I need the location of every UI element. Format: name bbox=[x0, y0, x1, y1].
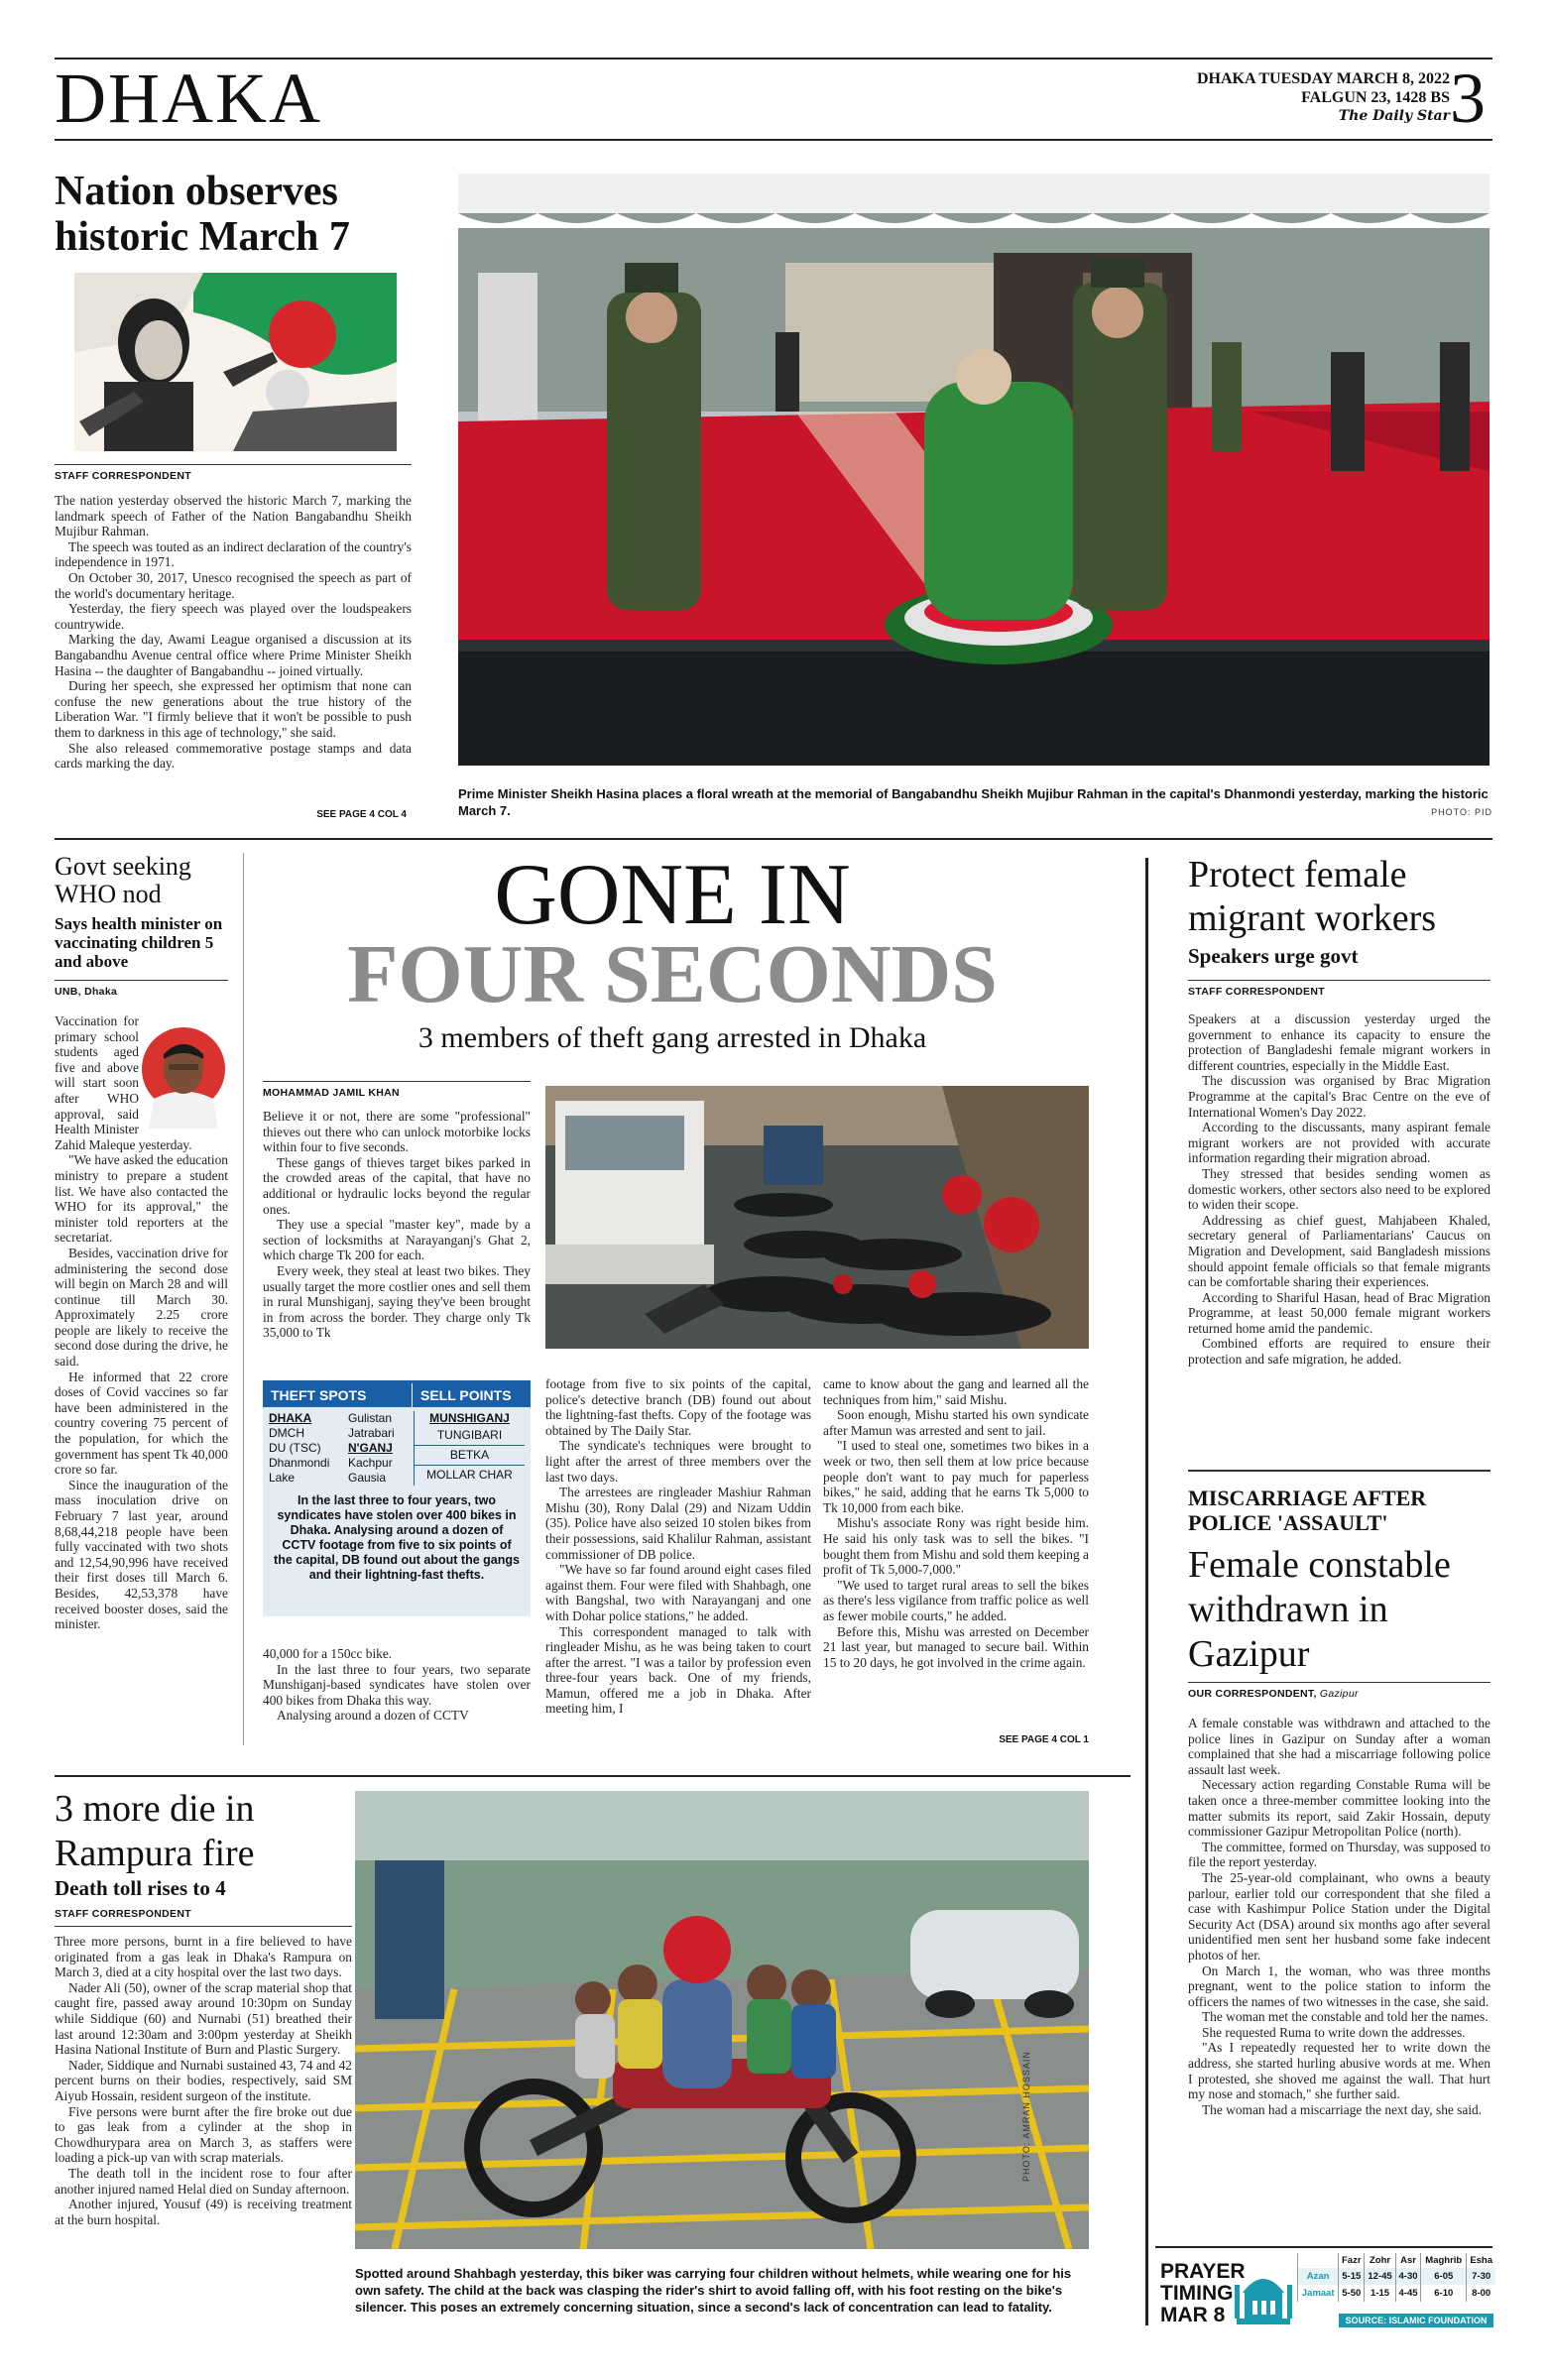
gone-headline-line1: GONE IN bbox=[494, 847, 851, 943]
prayer-row-label: Azan bbox=[1298, 2268, 1339, 2285]
paragraph: Mishu's associate Rony was right beside him. He said his only task was to sell the bikes. "I bought them from Mishu and sold them keeping a profit of Tk 5,000-7,000." bbox=[823, 1515, 1089, 1578]
paragraph: A female constable was withdrawn and attached to the police lines in Gazipur on Sunday after a woman complained that she had a miscarriage following police assault last week. bbox=[1188, 1716, 1490, 1777]
gone-subhead: 3 members of theft gang arrested in Dhaka bbox=[417, 1021, 927, 1054]
paragraph: She requested Ruma to write down the addresses. bbox=[1202, 2024, 1466, 2040]
paragraph: Nader, Siddique and Nurnabi sustained 43, 74 and 42 percent burns on their bodies, respectively, said SM Aiyub Hossain, resident surgeon of the institute. bbox=[55, 2057, 352, 2103]
prayer-title-2: TIMING bbox=[1160, 2282, 1234, 2305]
migrant-byline: STAFF CORRESPONDENT bbox=[1188, 986, 1325, 998]
prayer-time-cell: 5-50 bbox=[1339, 2285, 1365, 2302]
gone-headline-line2: FOUR SECONDS bbox=[347, 928, 998, 1020]
paragraph: According to the discussants, many aspirant female migrant workers are not provided with accurate information regarding their migration abroad. bbox=[1188, 1120, 1490, 1166]
nganj-label: N'GANJ bbox=[348, 1441, 393, 1455]
paragraph: He informed that 22 crore doses of Covid vaccines so far have been administered in the country covering 75 percent of the population, for which the government has spent Tk 40,000 crore so far. bbox=[55, 1368, 228, 1478]
paragraph: Speakers at a discussion yesterday urged the government to enhance its capacity to ensure the protection of Bangladeshi female migrant workers in different countries, especially in the Middle East. bbox=[1188, 1012, 1490, 1073]
migrant-subhead: Speakers urge govt bbox=[1188, 944, 1359, 968]
paragraph: This correspondent managed to talk with ringleader Mishu, as he was being taken to court after the arrest. "I was a tailor by profession even three-four years back. One of my friends, Mamun, offered me a job in Dhaka. After meeting him, I bbox=[545, 1623, 811, 1717]
prayer-time-cell: 6-10 bbox=[1421, 2285, 1467, 2302]
paragraph: The discussion was organised by Brac Migration Programme at the capital's Brac Centre on the eve of International Women's Day 2022. bbox=[1188, 1073, 1490, 1120]
paragraph: She also released commemorative postage stamps and data cards marking the day. bbox=[55, 740, 412, 772]
constable-kicker: MISCARRIAGE AFTER POLICE 'ASSAULT' bbox=[1188, 1486, 1427, 1535]
children-on-bike-photo bbox=[355, 1791, 1089, 2249]
nganj-spot-2: Gausia bbox=[348, 1471, 387, 1485]
bangla-date: FALGUN 23, 1428 BS bbox=[1301, 89, 1450, 106]
prayer-row-label: Jamaat bbox=[1298, 2285, 1339, 2302]
prayer-header-cell bbox=[1298, 2253, 1339, 2268]
paragraph: Believe it or not, there are some "professional" thieves out there who can unlock motorbike locks within four to five seconds. bbox=[263, 1109, 531, 1155]
paragraph: footage from five to six points of the capital, police's detective branch (DB) found out about the lightning-fast thefts. Copy of the footage was obtained by The Daily Star. bbox=[545, 1376, 811, 1438]
gone-see-page: SEE PAGE 4 COL 1 bbox=[999, 1734, 1089, 1745]
constable-body bbox=[1188, 1716, 1490, 2117]
sell-point-2: BETKA bbox=[415, 1446, 525, 1466]
prayer-source: SOURCE: ISLAMIC FOUNDATION bbox=[1339, 2314, 1493, 2327]
prayer-table bbox=[1297, 2253, 1495, 2302]
paragraph: Besides, vaccination drive for administering the second dose will begin on March 28 and will continue till March 30. Approximately 2.25 crore people are likely to receive the second dose during the drive, he said. bbox=[55, 1245, 228, 1369]
paragraph: Before this, Mishu was arrested on December 21 last year, but managed to secure bail. Within 15 to 20 days, he got involved in the crime again. bbox=[823, 1623, 1089, 1670]
sell-point-1: TUNGIBARI bbox=[415, 1426, 525, 1446]
paragraph: Three more persons, burnt in a fire believed to have originated from a gas leak in Dhaka's Rampura on March 3, died at a city hospital over the last two days. bbox=[55, 1934, 352, 1980]
paragraph: The committee, formed on Thursday, was supposed to file the report yesterday. bbox=[1188, 1839, 1490, 1870]
dhaka-spot-1: DMCH bbox=[269, 1426, 304, 1440]
munshiganj-label: MUNSHIGANJ bbox=[429, 1411, 510, 1425]
prayer-time-cell: 12-45 bbox=[1365, 2268, 1396, 2285]
gone-col2 bbox=[545, 1376, 811, 1717]
page-number: 3 bbox=[1450, 59, 1486, 138]
section-title: DHAKA bbox=[55, 59, 322, 138]
prayer-time-cell: 6-05 bbox=[1421, 2268, 1467, 2285]
prayer-date: MAR 8 bbox=[1160, 2304, 1226, 2326]
paragraph: "We have asked the education ministry to prepare a student list. We have also contacted the WHO for its approval," the minister told reporters at the secretariat. bbox=[55, 1152, 228, 1246]
gone-byline: MOHAMMAD JAMIL KHAN bbox=[263, 1087, 400, 1099]
paragraph: "We have so far found around eight cases filed against them. Four were filed with Shahbagh, one with Bangshal, two with Narayanganj and one with Dohar police stations," he added. bbox=[545, 1562, 811, 1623]
prayer-header-cell: Fazr bbox=[1339, 2253, 1365, 2268]
theft-spots-box bbox=[263, 1380, 531, 1616]
theft-spots-title: THEFT SPOTS bbox=[271, 1387, 367, 1403]
nganj-spot-1: Kachpur bbox=[348, 1456, 393, 1470]
gone-col1b bbox=[263, 1646, 531, 1724]
paragraph: They use a special "master key", made by a section of locksmiths at Narayanganj's Ghat 2, which charge Tk 200 for each. bbox=[263, 1217, 531, 1263]
paragraph: Vaccination for primary school students aged five and above will start soon after WHO approval, said Health Minister Zahid Maleque yesterday. bbox=[55, 1013, 192, 1152]
prayer-time-cell: 5-15 bbox=[1339, 2268, 1365, 2285]
bangabandhu-illustration bbox=[74, 273, 397, 451]
paragraph: The woman met the constable and told her the names. bbox=[1202, 2009, 1489, 2025]
govt-headline: Govt seeking WHO nod bbox=[55, 852, 191, 908]
paragraph: Every week, they steal at least two bikes. They usually target the more costlier ones and sell them in rural Munshiganj, saying they've been brought in from across the border. They charge only Tk 35,000 to Tk bbox=[263, 1262, 531, 1341]
prayer-time-cell: 4-30 bbox=[1395, 2268, 1420, 2285]
dhaka-label: DHAKA bbox=[269, 1411, 312, 1425]
sell-point-3: MOLLAR CHAR bbox=[426, 1468, 513, 1482]
prayer-header-cell: Esha bbox=[1467, 2253, 1495, 2268]
prayer-time-cell: 4-45 bbox=[1395, 2285, 1420, 2302]
rampura-byline: STAFF CORRESPONDENT bbox=[55, 1908, 191, 1920]
date-line: DHAKA TUESDAY MARCH 8, 2022 bbox=[1197, 70, 1450, 87]
prayer-header-cell: Zohr bbox=[1365, 2253, 1396, 2268]
constable-byline: OUR CORRESPONDENT, bbox=[1188, 1688, 1317, 1700]
paragraph: Soon enough, Mishu started his own syndicate after Mamun was arrested and sent to jail. bbox=[823, 1407, 1089, 1438]
paragraph: In the last three to four years, two separate Munshiganj-based syndicates have stolen over 400 bikes from Dhaka this way. bbox=[263, 1661, 531, 1708]
govt-subhead: Says health minister on vaccinating children 5 and above bbox=[55, 914, 223, 971]
paragraph: "I used to steal one, sometimes two bikes in a week or two, then sell them at low price because people don't want to pay much for paperless bikes," he said, adding that he earns Tk 5,000 to Tk 10,000 from each bike. bbox=[823, 1438, 1089, 1515]
paragraph: Yesterday, the fiery speech was played over the loudspeakers countrywide. bbox=[55, 601, 412, 632]
wreath-photo bbox=[458, 174, 1490, 766]
paragraph: 40,000 for a 150cc bike. bbox=[263, 1646, 393, 1661]
parked-bikes-photo bbox=[545, 1086, 1089, 1349]
migrant-body bbox=[1188, 1012, 1490, 1368]
prayer-time-cell: 7-30 bbox=[1467, 2268, 1495, 2285]
paragraph: Nader Ali (50), owner of the scrap material shop that caught fire, passed away around 10:30pm on Sunday while Siddique (60) and Nurnabi (51) breathed their last around 12:30am and 3:00pm yesterday at Sheikh Hasina National Institute of Burn and Plastic Surgery. bbox=[55, 1979, 352, 2058]
dhaka-spot-5: Jatrabari bbox=[348, 1426, 395, 1440]
lead-photo-caption: Prime Minister Sheikh Hasina places a floral wreath at the memorial of Bangabandhu Sheikh Mujibur Rahman in the capital's Dhanmondi yesterday, marking the historic March 7. bbox=[458, 786, 1489, 818]
sell-points-title: SELL POINTS bbox=[412, 1383, 531, 1407]
theft-box-summary: In the last three to four years, two syndicates have stolen over 400 bikes in Dhaka. Analysing around a dozen of CCTV footage from five to six points of the capital, DB found out about the gangs and their lightning-fast thefts. bbox=[274, 1493, 520, 1582]
paragraph: Analysing around a dozen of CCTV bbox=[277, 1708, 469, 1724]
prayer-header-cell: Maghrib bbox=[1421, 2253, 1467, 2268]
paragraph: The syndicate's techniques were brought to light after the arrest of three members over the last two days. bbox=[545, 1438, 811, 1485]
lead-see-page: SEE PAGE 4 COL 4 bbox=[316, 809, 407, 820]
paragraph: The 25-year-old complainant, who owns a beauty parlour, earlier told our correspondent that she filed a case with Kashimpur Police Station under the Digital Security Act (DSA) around six months ago after several unidentified men sent her husband some fake indecent photos of her. bbox=[1188, 1869, 1490, 1963]
paragraph: They stressed that besides sending women as domestic workers, other sectors also need to be explored to widen their scope. bbox=[1188, 1165, 1490, 1213]
dhaka-spot-2: DU (TSC) bbox=[269, 1441, 321, 1455]
paragraph: During her speech, she expressed her optimism that none can confuse the new generations about the true history of the Liberation War. "I firmly believe that it won't be possible to push them to darkness in this age of technology," she said. bbox=[55, 678, 412, 740]
rampura-body bbox=[55, 1934, 352, 2227]
paragraph: Another injured, Yousuf (49) is receiving treatment at the burn hospital. bbox=[55, 2197, 352, 2227]
paragraph: The arrestees are ringleader Mashiur Rahman Mishu (30), Rony Dalal (29) and Nizam Uddin (35). Police have also seized 10 stolen bikes from their possessions, said Khalilur Rahman, assistant commissioner of DB police. bbox=[545, 1485, 811, 1562]
lead-body bbox=[55, 493, 412, 772]
lead-headline: Nation observes historic March 7 bbox=[55, 169, 350, 260]
rampura-subhead: Death toll rises to 4 bbox=[55, 1876, 226, 1900]
dhaka-spot-4: Gulistan bbox=[348, 1411, 393, 1425]
prayer-title-1: PRAYER bbox=[1160, 2260, 1246, 2283]
paragraph: Necessary action regarding Constable Ruma will be taken once a three-member committee looking into the matter submits its report, said Zakir Hossain, deputy commissioner Gazipur Metropolitan Police (north). bbox=[1188, 1777, 1490, 1840]
paragraph: "We used to target rural areas to sell the bikes as there's less vigilance from traffic police as well as fewer mobile courts," he added. bbox=[823, 1577, 1089, 1623]
govt-body bbox=[55, 1013, 228, 1632]
mosque-icon bbox=[1235, 2263, 1292, 2326]
paragraph: Combined efforts are required to ensure their protection and safe migration, he added. bbox=[1188, 1336, 1490, 1368]
paper-name: The Daily Star bbox=[1338, 108, 1450, 124]
gone-col3 bbox=[823, 1376, 1089, 1670]
paragraph: These gangs of thieves target bikes parked in the crowded areas of the capital, that have no additional or hydraulic locks beyond the regular ones. bbox=[263, 1154, 531, 1217]
paragraph: Marking the day, Awami League organised a discussion at its Bangabandhu Avenue central office where Prime Minister Sheikh Hasina -- the daughter of Bangabandhu -- joined virtually. bbox=[55, 632, 412, 678]
prayer-header-cell: Asr bbox=[1395, 2253, 1420, 2268]
migrant-headline: Protect female migrant workers bbox=[1188, 854, 1437, 939]
constable-headline: Female constable withdrawn in Gazipur bbox=[1188, 1544, 1451, 1675]
lead-photo-credit: PHOTO: PID bbox=[1431, 807, 1492, 817]
bike-photo-caption: Spotted around Shahbagh yesterday, this biker was carrying four children without helmets, while wearing one for his own safety. The child at the back was clasping the rider's shirt to avoid falling off, with his foot resting on the bike's silencer. This poses an extremely concerning situation, since a second's lack of concentration can lead to fatality. bbox=[355, 2266, 1072, 2315]
paragraph: Since the inauguration of the mass inoculation drive on February 7 last year, around 8,68,44,218 people have been fully vaccinated with two shots and 12,54,90,996 have received their first doses till March 6. Besides, 42,53,378 have received booster doses, said the minister. bbox=[55, 1477, 228, 1632]
paragraph: The death toll in the incident rose to four after another injured named Helal died on Sunday afternoon. bbox=[55, 2165, 352, 2197]
govt-byline: UNB, Dhaka bbox=[55, 986, 118, 998]
paragraph: On October 30, 2017, Unesco recognised the speech as part of the world's documentary heritage. bbox=[55, 569, 412, 601]
paragraph: The speech was touted as an indirect declaration of the country's independence in 1971. bbox=[55, 538, 412, 570]
bike-photo-credit: PHOTO: AMRAN HOSSAIN bbox=[1021, 2051, 1031, 2182]
gone-col1 bbox=[263, 1109, 531, 1341]
prayer-time-cell: 8-00 bbox=[1467, 2285, 1495, 2302]
paragraph: According to Shariful Hasan, head of Brac Migration Programme, at least 50,000 female migrant workers returned home amid the pandemic. bbox=[1188, 1289, 1490, 1336]
paragraph: "As I repeatedly requested her to write down the address, she started hurling abusive words at me. When I protested, she shoved me against the wall. That hurt my nose and stomach," she further said. bbox=[1188, 2040, 1490, 2102]
paragraph: On March 1, the woman, who was three months pregnant, went to the police station to inform the officers the names of two witnesses in the case, she said. bbox=[1188, 1963, 1490, 2009]
lead-byline: STAFF CORRESPONDENT bbox=[55, 470, 191, 482]
paragraph: Addressing as chief guest, Mahjabeen Khaled, secretary general of Parliamentarians' Caucus on Migration and Development, said Bangladesh missions should appoint female officials so that female migrants can be comfortable sharing their experiences. bbox=[1188, 1212, 1490, 1290]
paragraph: came to know about the gang and learned all the techniques from him," said Mishu. bbox=[823, 1376, 1089, 1407]
paragraph: The nation yesterday observed the historic March 7, marking the landmark speech of Father of the Nation Bangabandhu Sheikh Mujibur Rahman. bbox=[55, 493, 412, 539]
constable-byline-place: Gazipur bbox=[1319, 1688, 1359, 1700]
dhaka-spot-3: Dhanmondi Lake bbox=[269, 1456, 330, 1485]
paragraph: The woman had a miscarriage the next day, she said. bbox=[1202, 2101, 1483, 2117]
rampura-headline: 3 more die in Rampura fire bbox=[55, 1788, 255, 1874]
prayer-time-cell: 1-15 bbox=[1365, 2285, 1396, 2302]
paragraph: Five persons were burnt after the fire broke out due to gas leak from a cylinder at the shop in Chowdhurypara area on March 3, as staffers were loading a pick-up van with scrap materials. bbox=[55, 2103, 352, 2166]
